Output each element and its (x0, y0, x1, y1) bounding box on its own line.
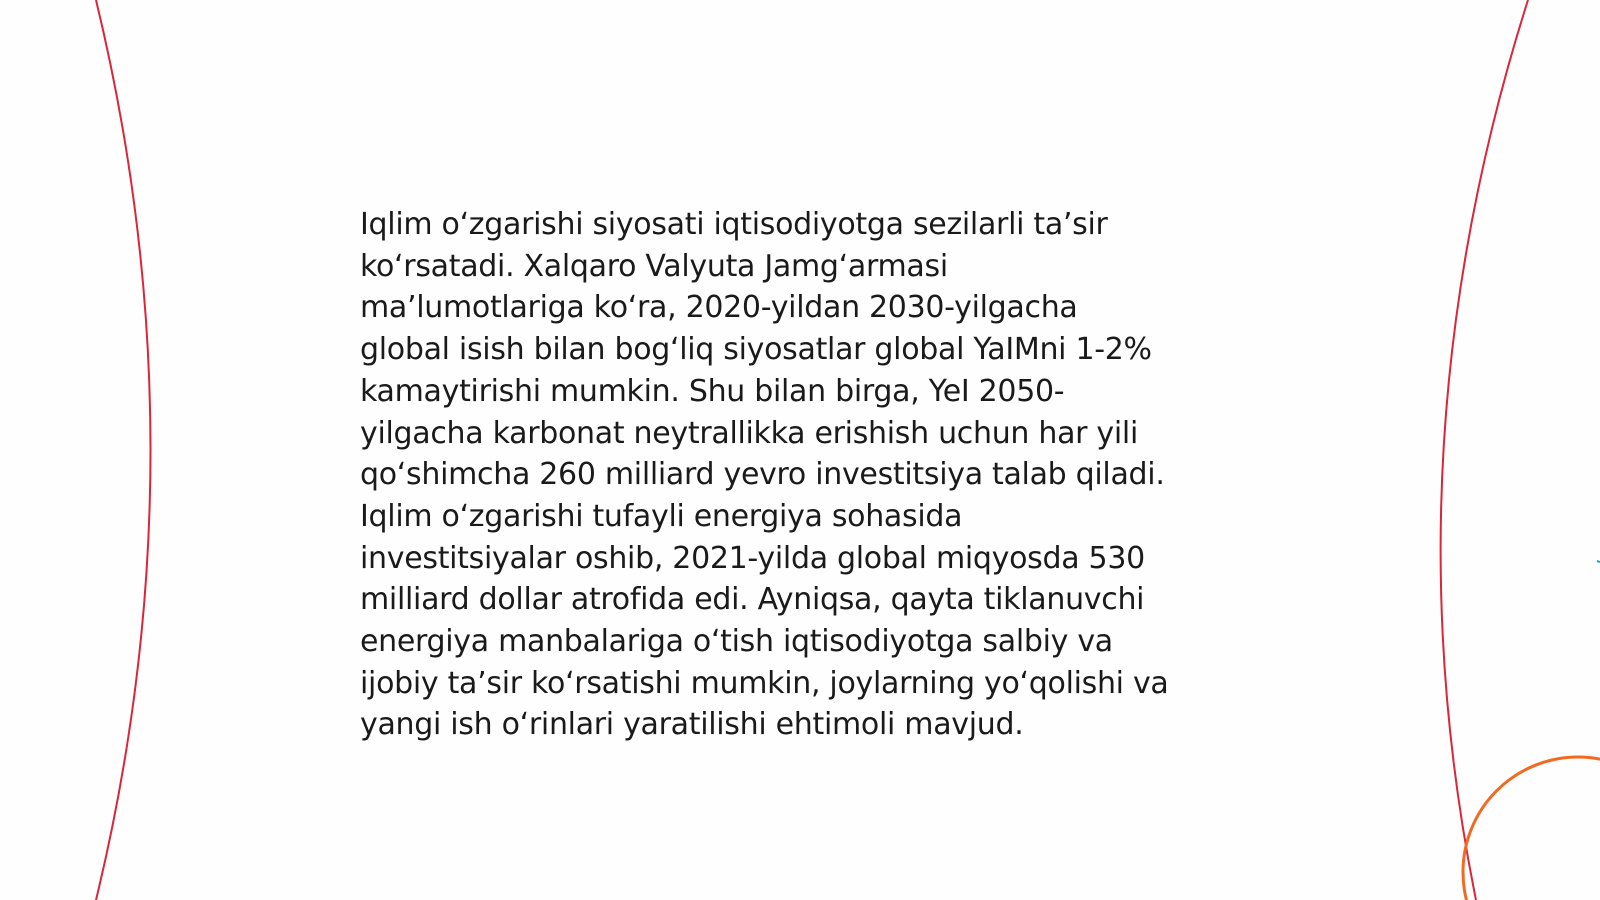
text-line: yangi ish oʻrinlari yaratilishi ehtimoli mavjud. (360, 707, 1024, 743)
text-line: milliard dollar atrofida edi. Ayniqsa, qayta tiklanuvchi (360, 582, 1145, 618)
text-line: Iqlim oʻzgarishi tufayli energiya sohasida (360, 498, 963, 534)
orange-circle (1463, 757, 1600, 900)
text-line: kamaytirishi mumkin. Shu bilan birga, YeI 2050- (360, 373, 1065, 409)
right-curve (1441, 0, 1528, 900)
left-curve (96, 0, 151, 900)
text-line: yilgacha karbonat neytrallikka erishish uchun har yili (360, 415, 1138, 451)
text-line: investitsiyalar oshib, 2021-yilda global miqyosda 530 (360, 540, 1145, 576)
text-line: maʼlumotlariga koʻra, 2020-yildan 2030-yilgacha (360, 290, 1078, 326)
text-line: energiya manbalariga oʻtish iqtisodiyotga salbiy va (360, 624, 1113, 660)
body-paragraph (360, 204, 1240, 746)
text-line: Iqlim oʻzgarishi siyosati iqtisodiyotga sezilarli taʼsir (360, 207, 1108, 242)
text-line: global isish bilan bogʻliq siyosatlar global YaIMni 1-2% (360, 332, 1152, 368)
text-line: ijobiy taʼsir koʻrsatishi mumkin, joylarning yoʻqolishi va (360, 665, 1169, 701)
text-line: qoʻshimcha 260 milliard yevro investitsiya talab qiladi. (360, 457, 1165, 493)
text-line: koʻrsatadi. Xalqaro Valyuta Jamgʻarmasi (360, 248, 948, 284)
